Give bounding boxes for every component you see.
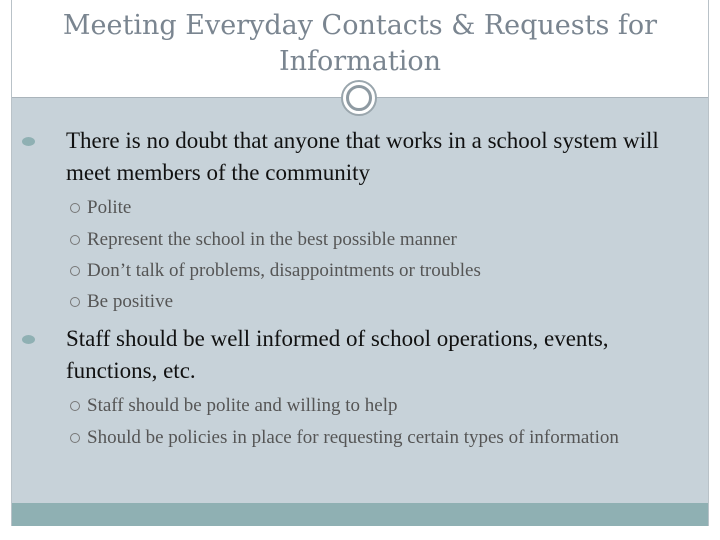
subitem-1-1: Polite xyxy=(70,195,670,221)
subitem-2-2: Should be policies in place for requesting certain types of information xyxy=(70,425,670,451)
subitem-2-1: Staff should be polite and willing to help xyxy=(70,393,670,419)
circle-bullet-icon xyxy=(70,433,80,443)
circle-bullet-icon xyxy=(70,297,80,307)
circle-bullet-icon xyxy=(70,401,80,411)
subitem-1-3: Don’t talk of problems, disappointments or troubles xyxy=(70,258,670,284)
ring-ornament-icon xyxy=(341,80,377,116)
subitem-1-2: Represent the school in the best possible manner xyxy=(70,227,670,253)
footer-bar xyxy=(12,503,708,526)
bullet-1-text: There is no doubt that anyone that works in a school system will meet members of the community xyxy=(66,128,659,185)
slide-title: Meeting Everyday Contacts & Requests for Information xyxy=(62,10,658,77)
subitem-1-4: Be positive xyxy=(70,289,670,315)
circle-bullet-icon xyxy=(70,235,80,245)
circle-bullet-icon xyxy=(70,203,80,213)
bullet-marker-icon xyxy=(22,137,35,146)
bullet-2 xyxy=(48,323,688,387)
circle-bullet-icon xyxy=(70,266,80,276)
bullet-1 xyxy=(48,125,688,189)
bullet-2-text: Staff should be well informed of school operations, events, functions, etc. xyxy=(66,326,609,383)
bullet-marker-icon xyxy=(22,335,35,344)
